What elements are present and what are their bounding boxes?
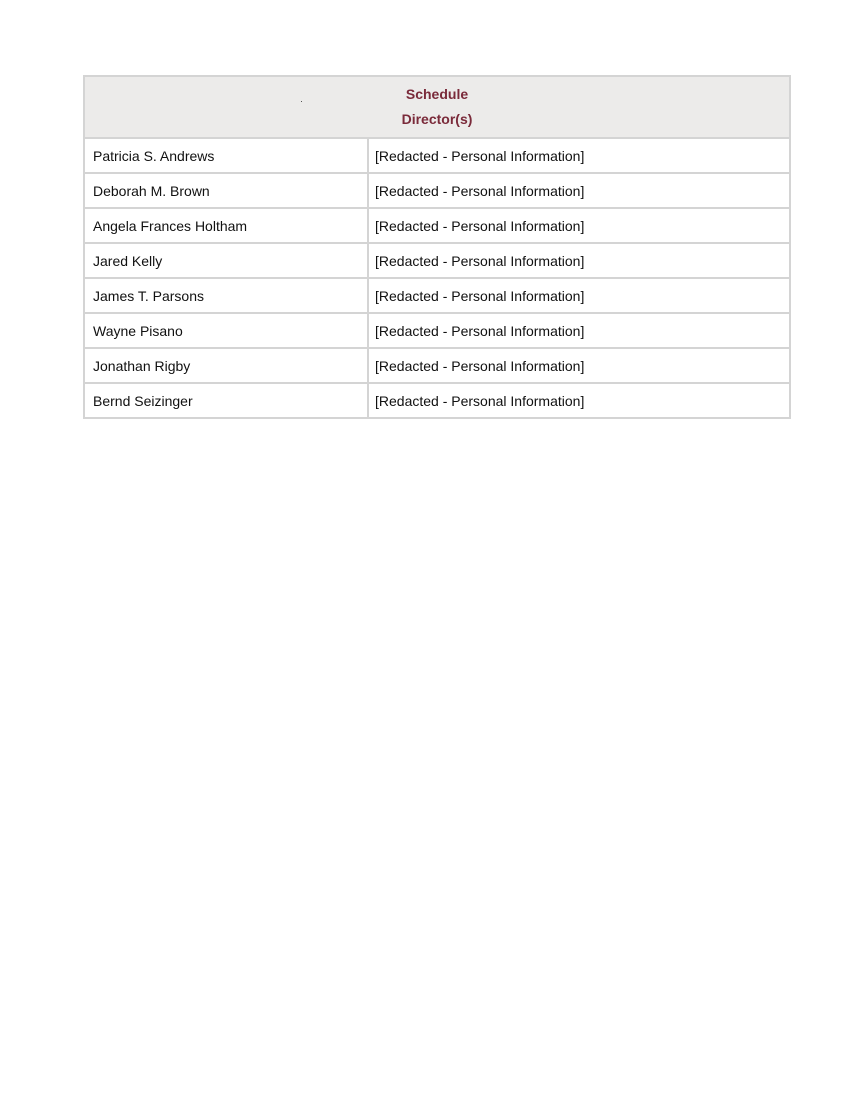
director-name: Bernd Seizinger	[84, 383, 368, 418]
table-row	[84, 348, 790, 383]
table-header	[84, 76, 790, 138]
director-info: [Redacted - Personal Information]	[368, 313, 790, 348]
table-header-row	[84, 76, 790, 138]
director-name: Wayne Pisano	[84, 313, 368, 348]
director-info: [Redacted - Personal Information]	[368, 208, 790, 243]
director-name: Angela Frances Holtham	[84, 208, 368, 243]
director-info: [Redacted - Personal Information]	[368, 383, 790, 418]
director-name: Patricia S. Andrews	[84, 138, 368, 173]
table-row	[84, 173, 790, 208]
table-row	[84, 383, 790, 418]
table-row	[84, 243, 790, 278]
director-info: [Redacted - Personal Information]	[368, 173, 790, 208]
header-schedule-label: Schedule	[405, 86, 469, 102]
header-directors-label: Director(s)	[401, 111, 473, 127]
director-name: James T. Parsons	[84, 278, 368, 313]
table-row	[84, 278, 790, 313]
table-row	[84, 138, 790, 173]
director-info: [Redacted - Personal Information]	[368, 278, 790, 313]
table-row	[84, 208, 790, 243]
director-name: Jonathan Rigby	[84, 348, 368, 383]
table-row	[84, 313, 790, 348]
stray-dot	[301, 101, 302, 102]
director-name: Jared Kelly	[84, 243, 368, 278]
director-info: [Redacted - Personal Information]	[368, 243, 790, 278]
director-info: [Redacted - Personal Information]	[368, 138, 790, 173]
director-info: [Redacted - Personal Information]	[368, 348, 790, 383]
director-schedule-table	[83, 75, 791, 419]
director-name: Deborah M. Brown	[84, 173, 368, 208]
